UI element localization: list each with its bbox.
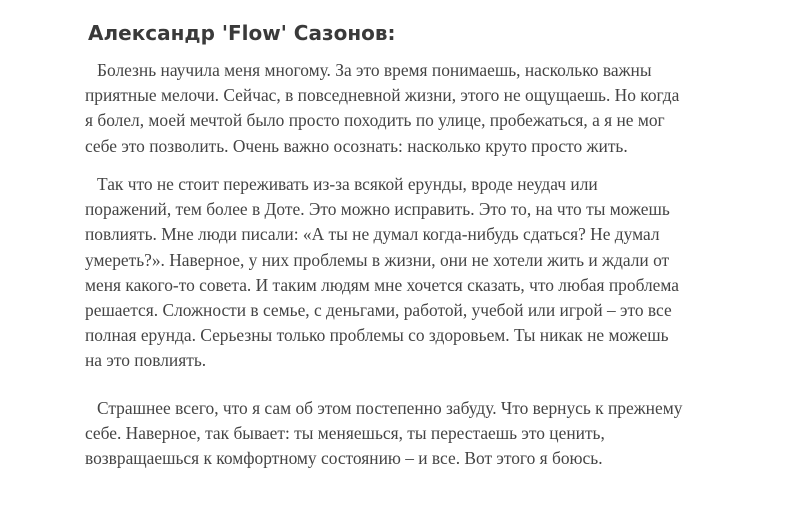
text-line: полная ерунда. Серьезны только проблемы со здоровьем. Ты никак не можешь — [85, 325, 669, 346]
text-line: меня какого-то совета. И таким людям мне хочется сказать, что любая проблема — [85, 274, 679, 295]
paragraph-1 — [85, 58, 679, 159]
text-line: я болел, моей мечтой было просто походить по улице, пробежаться, а я не мог — [85, 110, 665, 131]
text-line: умереть?». Наверное, у них проблемы в жизни, они не хотели жить и ждали от — [85, 249, 670, 270]
text-line: возвращаешься к комфортному состоянию – и все. Вот этого я боюсь. — [85, 448, 603, 469]
paragraph-3 — [85, 396, 682, 472]
text-line: Страшнее всего, что я сам об этом постепенно забуду. Что вернусь к прежнему — [97, 398, 683, 418]
text-line: на это повлиять. — [85, 350, 207, 371]
quote-author-heading: Александр 'Flow' Сазонов: — [88, 21, 396, 45]
text-line: решается. Сложности в семье, с деньгами, работой, учебой или игрой – это все — [85, 300, 672, 321]
text-line: приятные мелочи. Сейчас, в повседневной жизни, этого не ощущаешь. Но когда — [85, 85, 680, 106]
text-line: Так что не стоит переживать из-за всякой ерунды, вроде неудач или — [97, 174, 598, 194]
text-line: поражений, тем более в Доте. Это можно исправить. Это то, на что ты можешь — [85, 199, 670, 220]
text-line: себе. Наверное, так бывает: ты меняешься, ты перестаешь это ценить, — [85, 423, 605, 444]
text-line: повлиять. Мне люди писали: «А ты не думал когда-нибудь сдаться? Не думал — [85, 224, 660, 245]
text-line: себе это позволить. Очень важно осознать: насколько круто просто жить. — [85, 135, 628, 156]
text-line: Болезнь научила меня многому. За это время понимаешь, насколько важны — [97, 60, 652, 80]
paragraph-2 — [85, 172, 679, 374]
